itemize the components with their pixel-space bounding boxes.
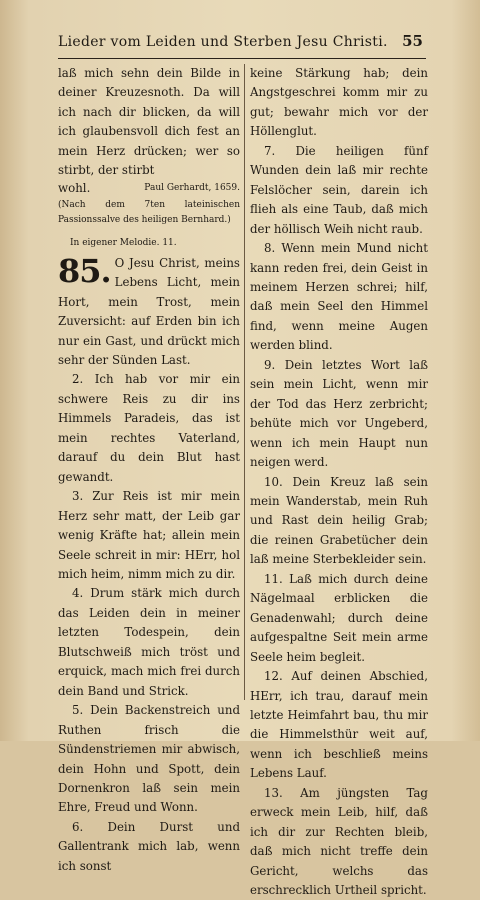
verse-8: 8. Wenn mein Mund nicht kann reden frei, dein Geist in meinem Herzen schrei; hilf, daß mein Seel den Himmel find, wenn meine Augen werden blind. [250, 241, 428, 353]
running-header: Lieder vom Leiden und Sterben Jesu Christi. [58, 34, 388, 50]
verse-6: 6. Dein Durst und Gallentrank mich lab, wenn ich sonst [58, 819, 240, 873]
author-line [58, 181, 240, 198]
author-attribution: Paul Gerhardt, 1659. [144, 182, 240, 193]
source-note: (Nach dem 7ten lateinischen Passionssalve des heiligen Bernhard.) [58, 199, 240, 225]
verse-3: 3. Zur Reis ist mir mein Herz sehr matt, der Leib gar wenig Kräfte hat; allein mein Seele schreit in mir: HErr, hol mich heim, nimm mich zu dir. [58, 489, 240, 581]
verse-4: 4. Drum stärk mich durch das Leiden dein in meiner letzten Todespein, dein Blutschweiß mich tröst und erquick, mach mich frei durch dein Band und Strick. [58, 586, 240, 698]
verse-9: 9. Dein letztes Wort laß sein mein Licht, wenn mir der Tod das Herz zerbricht; behüte mich vor Ungeberd, wenn ich mein Haupt nun neigen werd. [250, 357, 428, 470]
verse-10: 10. Dein Kreuz laß sein mein Wanderstab, mein Ruh und Rast dein heilig Grab; die reinen Grabetücher dein laß meine Sterbekleider sein. [250, 474, 428, 567]
melody-note: In eigener Melodie. 11. [70, 237, 177, 248]
hymn-start [58, 251, 240, 371]
verse-end-word: wohl. [58, 180, 91, 195]
verse-7: 7. Die heiligen fünf Wunden dein laß mir rechte Felslöcher sein, darein ich flieh als eine Taub, daß mich der höllisch Weih nicht raub. [250, 143, 428, 236]
verse-11: 11. Laß mich durch deine Nägelmaal erblicken die Genadenwahl; durch deine aufgespaltne Seit mein arme Seele heim begleit. [250, 571, 428, 664]
verse-12: 12. Auf deinen Abschied, HErr, ich trau, darauf mein letzte Heimfahrt bau, thu mir die Himmelsthür weit auf, wenn ich beschließ meins Lebens Lauf. [250, 669, 428, 781]
column-divider [244, 64, 245, 700]
previous-hymn-ending: laß mich sehn dein Bilde in deiner Kreuzesnoth. Da will ich nach dir blicken, da will ich glaubensvoll dich fest an mein Herz drücken; wer so stirbt, der stirbt [58, 66, 240, 178]
verse-6-continued: keine Stärkung hab; dein Angstgeschrei komm mir zu gut; bewahr mich vor der Höllenglut. [250, 66, 428, 139]
left-column [58, 64, 240, 876]
verse-5: 5. Dein Backenstreich und Ruthen frisch die Sündenstriemen mir abwisch, dein Hohn und Spott, dein Dornenkron laß sein mein Ehre, Freud und Wonn. [58, 703, 240, 815]
header-rule [58, 58, 426, 59]
page-number: 55 [402, 32, 423, 50]
verse-1: O Jesu Christ, meins Lebens Licht, mein Hort, mein Trost, mein Zuversicht: auf Erden bin ich nur ein Gast, und drückt mich sehr der Sünden Last. [58, 255, 240, 367]
hymn-number: 85. [58, 251, 111, 290]
right-column [250, 64, 428, 900]
verse-2: 2. Ich hab vor mir ein schwere Reis zu dir ins Himmels Paradeis, das ist mein rechtes Vaterland, darauf du dein Blut hast gewandt. [58, 372, 240, 484]
verse-13: 13. Am jüngsten Tag erweck mein Leib, hilf, daß ich dir zur Rechten bleib, daß mich nicht treffe dein Gericht, welchs das erschrecklich Urtheil spricht. [250, 785, 428, 898]
